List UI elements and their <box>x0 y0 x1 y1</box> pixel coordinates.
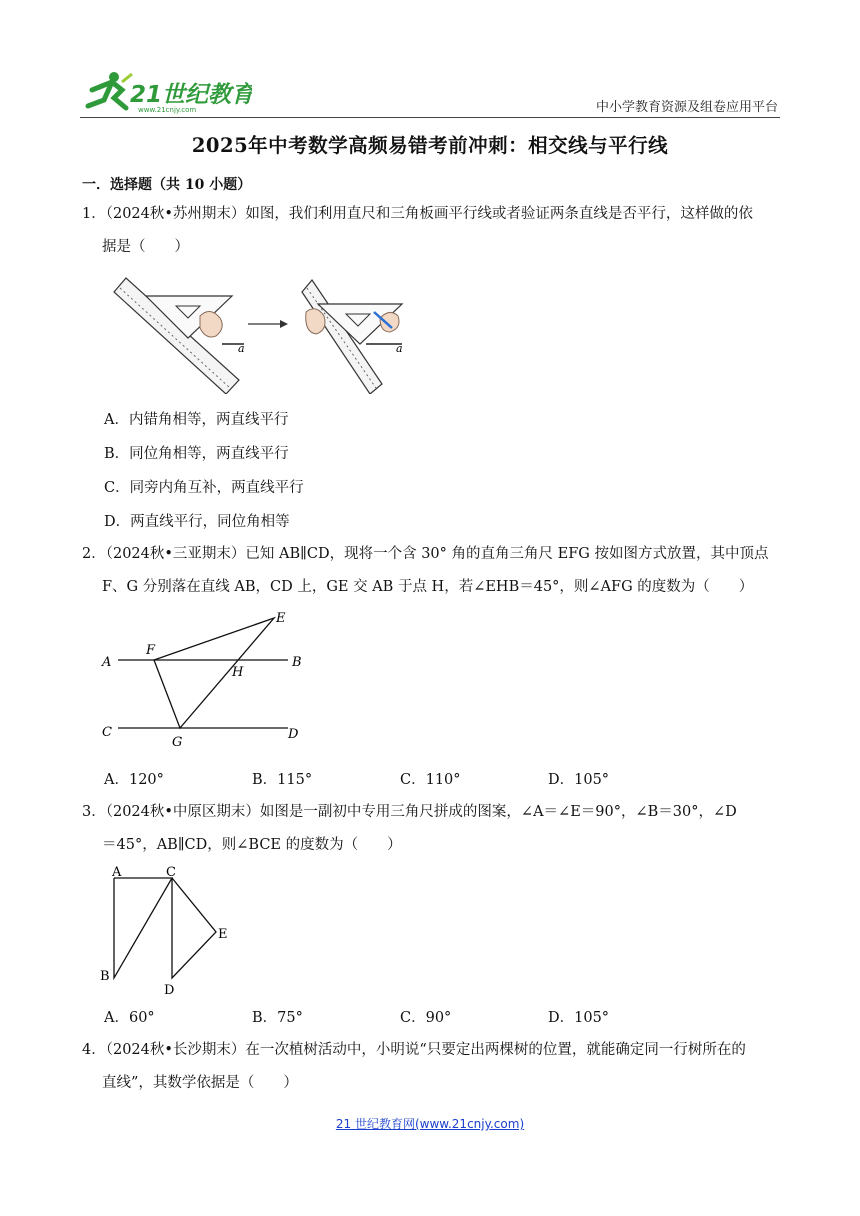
triangle-cde <box>172 878 216 978</box>
svg-text:G: G <box>172 735 183 750</box>
question-2-options <box>104 768 704 789</box>
question-2-option-a[interactable]: A．120° <box>104 772 164 788</box>
svg-text:E: E <box>276 611 286 626</box>
question-2 <box>82 538 782 604</box>
header-divider <box>80 117 780 118</box>
line-a-label-left: a <box>238 342 245 355</box>
logo-url: www.21cnjy.com <box>138 106 197 114</box>
question-4-line1: 4．（2024秋•长沙期末）在一次植树活动中，小明说“只要定出两棵树的位置，就能确定同一行树所在的 <box>82 1042 746 1058</box>
runner-icon <box>88 72 132 108</box>
question-4 <box>82 1034 782 1100</box>
question-2-line1: 2．（2024秋•三亚期末）已知 AB∥CD，现将一个含 30° 角的直角三角尺 EFG 按如图方式放置，其中顶点 <box>82 546 769 562</box>
question-3-option-c[interactable]: C．90° <box>400 1010 452 1026</box>
question-3-line1: 3．（2024秋•中原区期末）如图是一副初中专用三角尺拼成的图案，∠A＝∠E＝90°，∠B＝30°，∠D <box>82 804 737 820</box>
page-title: 2025年中考数学高频易错考前冲刺：相交线与平行线 <box>191 134 669 157</box>
section-title: 一．选择题（共 10 小题） <box>82 177 252 193</box>
logo <box>82 68 252 114</box>
question-1-figure <box>104 272 414 394</box>
triangle-abc <box>114 878 172 978</box>
question-3-option-b[interactable]: B．75° <box>252 1010 303 1026</box>
question-1-line2: 据是（ ） <box>102 239 189 255</box>
footer <box>0 1115 860 1132</box>
question-3 <box>82 796 782 862</box>
question-3-option-d[interactable]: D．105° <box>548 1010 610 1026</box>
svg-text:D: D <box>288 727 299 742</box>
question-3-figure <box>98 862 238 998</box>
question-3-line2: ＝45°，AB∥CD，则∠BCE 的度数为（ ） <box>102 837 402 853</box>
question-2-line2: F、G 分别落在直线 AB，CD 上，GE 交 AB 于点 H，若∠EHB＝45°，则∠AFG 的度数为（ ） <box>102 579 754 595</box>
svg-text:A: A <box>102 655 112 670</box>
svg-text:C: C <box>166 865 176 880</box>
question-2-option-b[interactable]: B．115° <box>252 772 313 788</box>
question-1-option-b[interactable]: B．同位角相等，两直线平行 <box>104 446 289 462</box>
question-1-line1: 1．（2024秋•苏州期末）如图，我们利用直尺和三角板画平行线或者验证两条直线是否平行，这样做的依 <box>82 206 753 222</box>
question-1-option-c[interactable]: C．同旁内角互补，两直线平行 <box>104 480 304 496</box>
line-a-label-right: a <box>396 342 403 355</box>
svg-text:B: B <box>100 969 110 984</box>
platform-name: 中小学教育资源及组卷应用平台 <box>595 100 778 115</box>
ruler-left <box>114 278 239 394</box>
svg-text:D: D <box>164 983 175 998</box>
question-1 <box>82 198 782 264</box>
footer-link[interactable]: 21 世纪教育网(www.21cnjy.com) <box>335 1117 525 1131</box>
hand-left <box>200 311 222 337</box>
ruler-right <box>302 280 382 394</box>
svg-text:H: H <box>232 665 244 680</box>
triangle-efg <box>154 618 274 728</box>
svg-text:B: B <box>292 655 302 670</box>
logo-text: 21世纪教育 <box>130 82 252 108</box>
question-3-options <box>104 1006 704 1027</box>
question-2-option-d[interactable]: D．105° <box>548 772 610 788</box>
question-4-line2: 直线”，其数学依据是（ ） <box>102 1075 298 1091</box>
svg-text:F: F <box>146 643 156 658</box>
question-2-option-c[interactable]: C．110° <box>400 772 461 788</box>
svg-text:C: C <box>102 725 112 740</box>
question-1-option-d[interactable]: D．两直线平行，同位角相等 <box>104 514 290 530</box>
svg-text:E: E <box>218 927 228 942</box>
question-2-figure <box>100 608 310 750</box>
question-1-option-a[interactable]: A．内错角相等，两直线平行 <box>104 412 289 428</box>
question-3-option-a[interactable]: A．60° <box>104 1010 155 1026</box>
svg-text:A: A <box>112 865 122 880</box>
